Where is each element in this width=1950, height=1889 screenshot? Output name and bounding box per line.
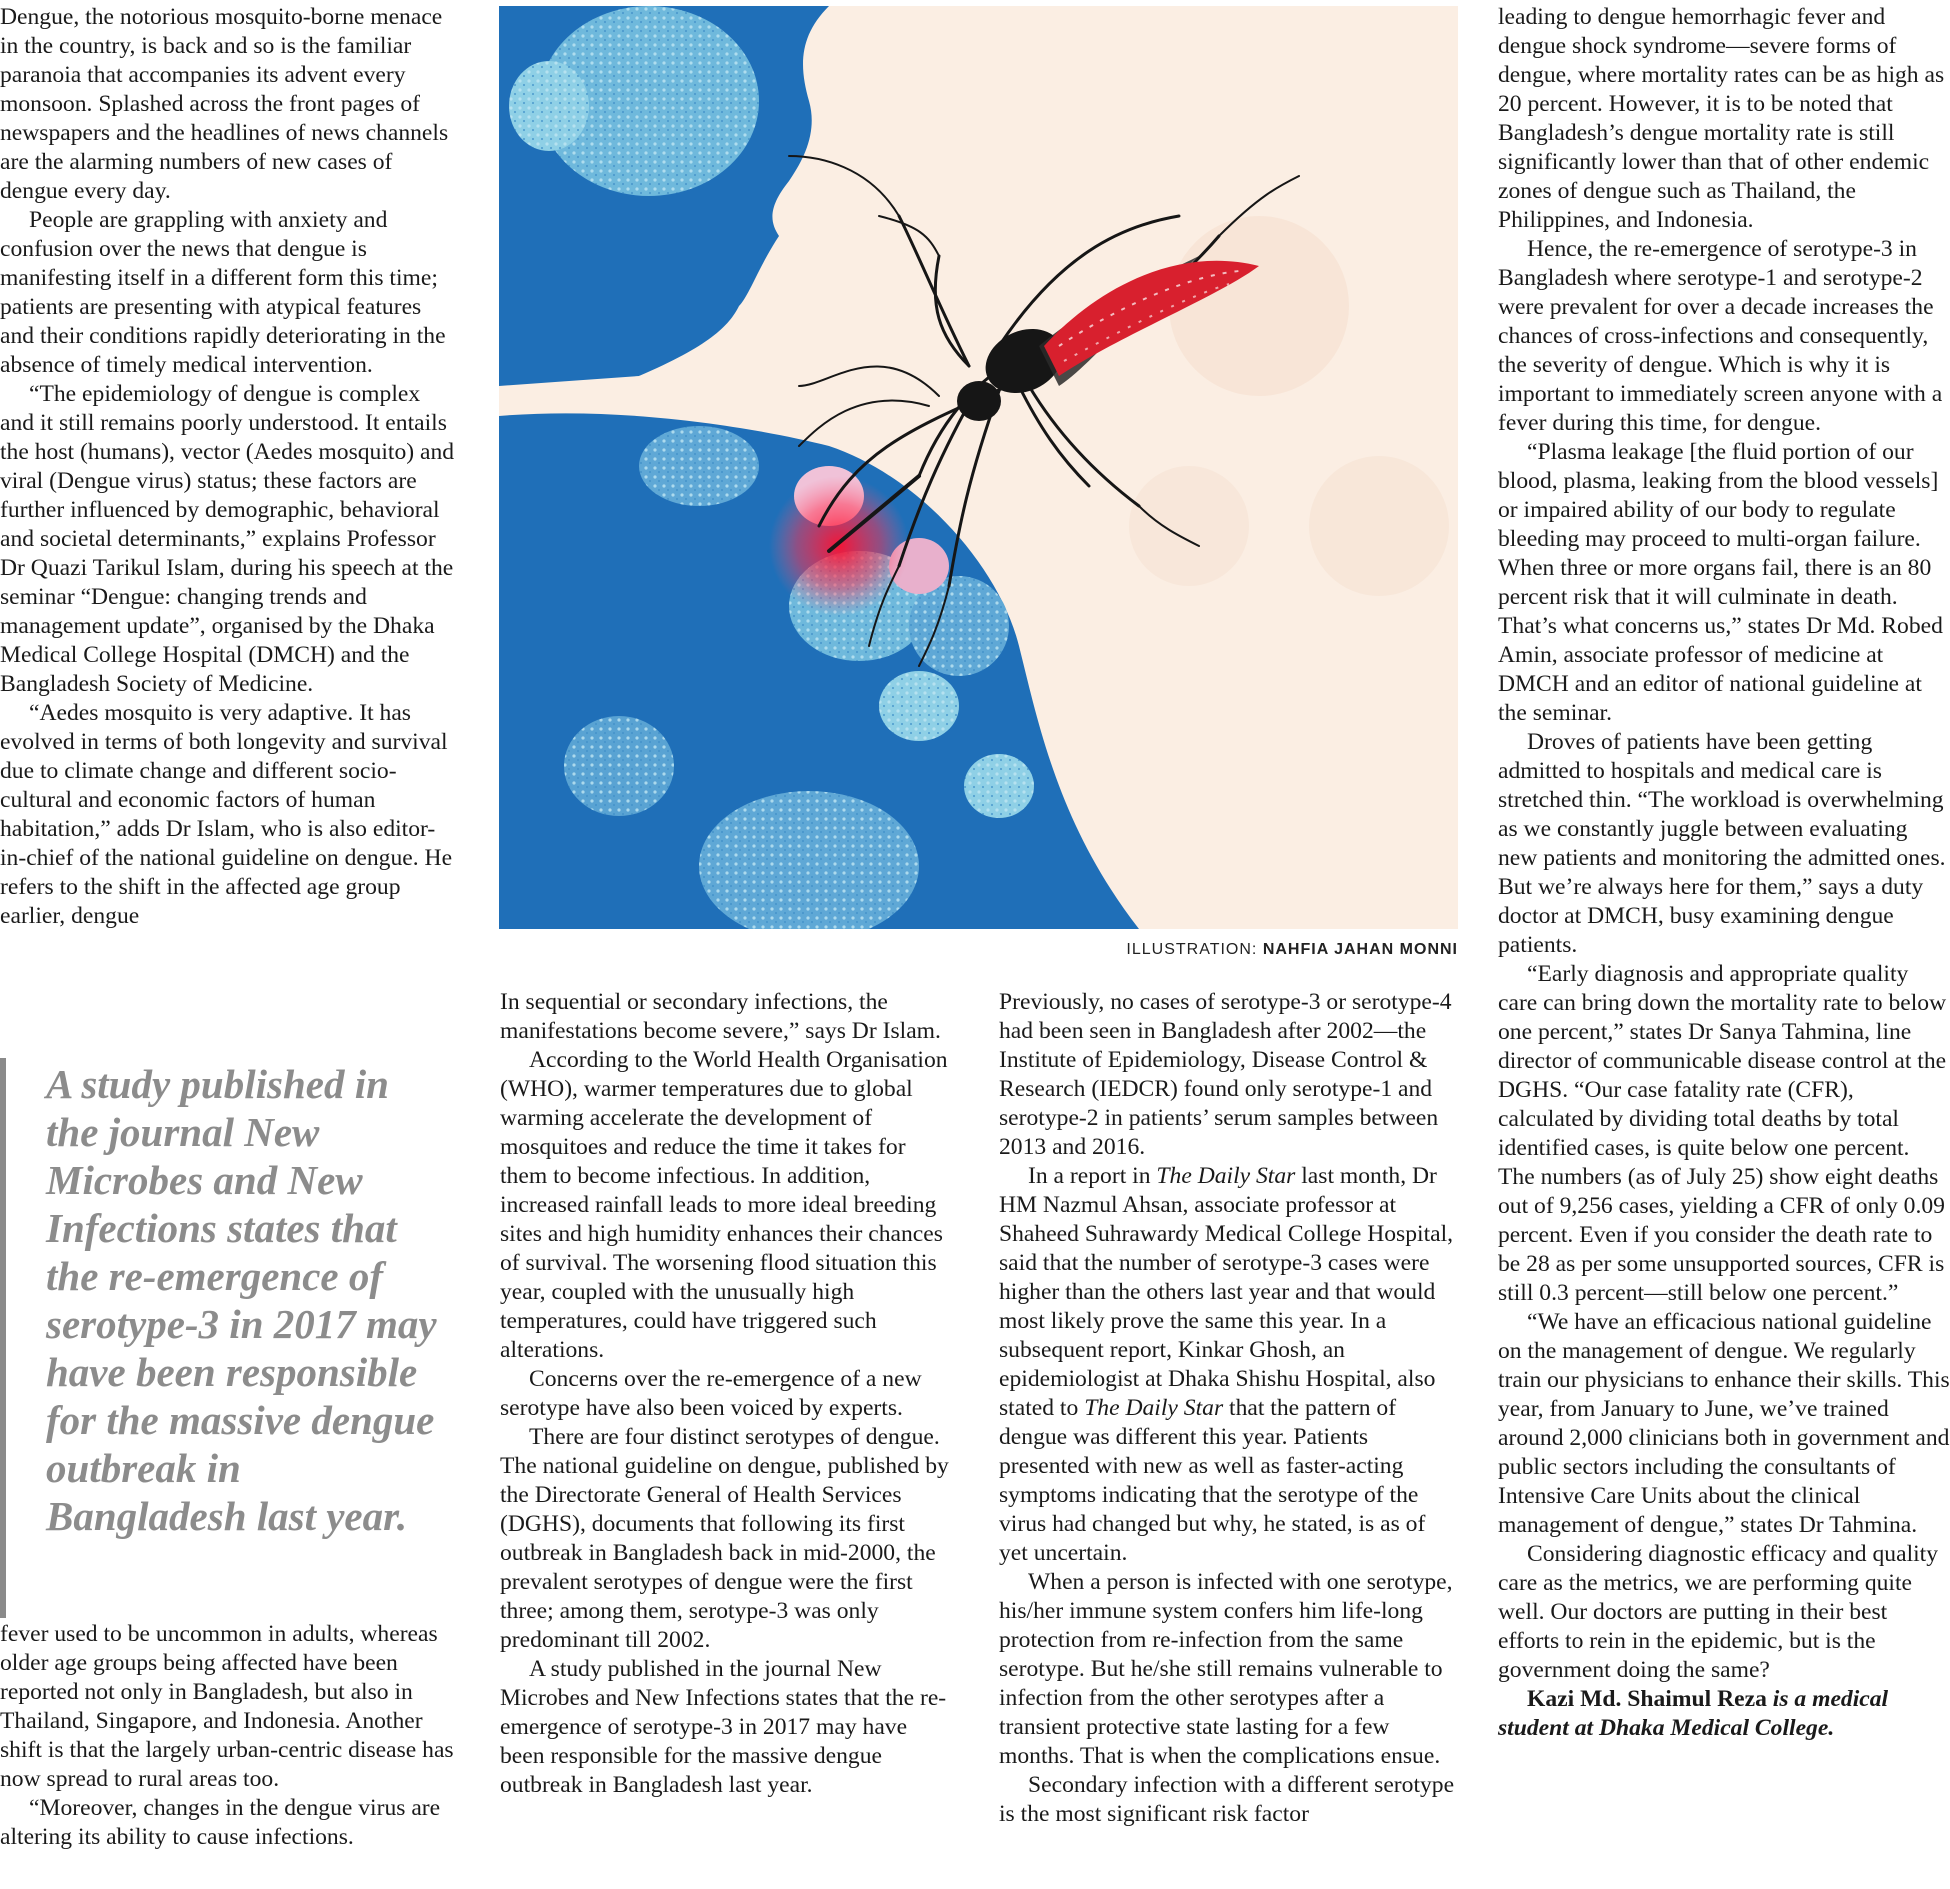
pull-quote-text: A study published in the journal New Microbes and New Infections states that the re-emergence of serotype-3 in 2017 may have been responsible for the massive dengue outbreak in Bangladesh last year. bbox=[46, 1061, 437, 1539]
credit-label: ILLUSTRATION: bbox=[1126, 941, 1263, 958]
article-paragraph: leading to dengue hemorrhagic fever and dengue shock syndrome—severe forms of dengue, where mortality rates can be as high as 20 percent. However, it is to be noted that Bangladesh’s dengue mortality rate is still significantly lower than that of other endemic zones of dengue such as Thailand, the Philippines, and Indonesia. bbox=[1498, 4, 1945, 233]
article-paragraph: Droves of patients have been getting admitted to hospitals and medical care is stretched thin. “The workload is overwhelming as we constantly juggle between evaluating new patients and monitoring the admitted ones. But we’re always here for them,” says a duty doctor at DMCH, busy examining dengue patients. bbox=[1498, 729, 1946, 958]
article-paragraph: A study published in the journal New Microbes and New Infections states that the re-emergence of serotype-3 in 2017 may have been responsible for the massive dengue outbreak in Bangladesh last year. bbox=[500, 1656, 947, 1798]
credit-name: NAHFIA JAHAN MONNI bbox=[1262, 941, 1458, 958]
article-column-1-top bbox=[0, 3, 460, 931]
article-paragraph: Secondary infection with a different serotype is the most significant risk factor bbox=[999, 1772, 1455, 1827]
article-paragraph: “Moreover, changes in the dengue virus are altering its ability to cause infections. bbox=[0, 1795, 441, 1850]
article-paragraph: There are four distinct serotypes of dengue. The national guideline on dengue, published by the Directorate General of Health Services (DGHS), documents that following its first outbreak in Bangladesh back in mid-2000, the prevalent serotypes of dengue were the first three; among them, serotype-3 was only predominant till 2002. bbox=[500, 1424, 949, 1653]
mosquito-bite-illustration-svg bbox=[499, 6, 1458, 929]
article-paragraph: Previously, no cases of serotype-3 or serotype-4 had been seen in Bangladesh after 2002—the Institute of Epidemiology, Disease Control & Research (IEDCR) found only serotype-1 and serotype-2 in patients’ serum samples between 2013 and 2016. bbox=[999, 989, 1452, 1160]
author-role: is a medical student at Dhaka Medical College. bbox=[1498, 1686, 1889, 1741]
article-paragraph: In a report in The Daily Star last month, Dr HM Nazmul Ahsan, associate professor at Shaheed Suhrawardy Medical College Hospital, said that the number of serotype-3 cases were higher than the others last year and that would most likely prove the same this year. In a subsequent report, Kinkar Ghosh, an epidemiologist at Dhaka Shishu Hospital, also stated to The Daily Star that the pattern of dengue was different this year. Patients presented with new as well as faster-acting symptoms indicating that the serotype of the virus had changed but why, he stated, is as of yet uncertain. bbox=[999, 1163, 1454, 1566]
article-paragraph: “Early diagnosis and appropriate quality care can bring down the mortality rate to below one percent,” states Dr Sanya Tahmina, line director of communicable disease control at the DGHS. “Our case fatality rate (CFR), calculated by dividing total deaths by total identified cases, is quite below one percent. The numbers (as of July 25) show eight deaths out of 9,256 cases, yielding a CFR of only 0.09 percent. Even if you consider the death rate to be 28 as per some unsupported sources, CFR is still 0.3 percent—still below one percent.” bbox=[1498, 961, 1947, 1306]
article-column-2 bbox=[500, 988, 956, 1800]
article-column-4 bbox=[1498, 3, 1950, 1743]
illustration-credit bbox=[499, 941, 1458, 959]
article-column-3 bbox=[999, 988, 1459, 1829]
article-paragraph: Considering diagnostic efficacy and quality care as the metrics, we are performing quite well. Our doctors are putting in their best efforts to rein in the epidemic, but is the government doing the same? bbox=[1498, 1541, 1939, 1683]
pull-quote bbox=[0, 1058, 440, 1618]
publication-name: The Daily Star bbox=[1156, 1163, 1296, 1189]
article-column-1-bottom bbox=[0, 1620, 460, 1852]
article-paragraph: “The epidemiology of dengue is complex and it still remains poorly understood. It entails the host (humans), vector (Aedes mosquito) and viral (Dengue virus) status; these factors are further influenced by demographic, behavioral and societal determinants,” explains Professor Dr Quazi Tarikul Islam, during his speech at the seminar “Dengue: changing trends and management update”, organised by the Dhaka Medical College Hospital (DMCH) and the Bangladesh Society of Medicine. bbox=[0, 381, 455, 697]
mosquito-illustration bbox=[499, 6, 1458, 929]
article-paragraph: “Aedes mosquito is very adaptive. It has evolved in terms of both longevity and survival due to climate change and different socio-cultural and economic factors of human habitation,” adds Dr Islam, who is also editor-in-chief of the national guideline on dengue. He refers to the shift in the affected age group earlier, dengue bbox=[0, 700, 453, 929]
article-paragraph: fever used to be uncommon in adults, whereas older age groups being affected have been reported not only in Bangladesh, but also in Thailand, Singapore, and Indonesia. Another shift is that the largely urban-centric disease has now spread to rural areas too. bbox=[0, 1621, 454, 1792]
article-paragraph: Hence, the re-emergence of serotype-3 in Bangladesh where serotype-1 and serotype-2 were prevalent for over a decade increases the chances of cross-infections and consequently, the severity of dengue. Which is why it is important to immediately screen anyone with a fever during this time, for dengue. bbox=[1498, 236, 1943, 436]
publication-name: The Daily Star bbox=[1084, 1395, 1224, 1421]
article-paragraph: “Plasma leakage [the fluid portion of our blood, plasma, leaking from the blood vessels] or impaired ability of our body to regulate bleeding may proceed to multi-organ failure. When three or more organs fail, there is an 80 percent risk that it will culminate in death. That’s what concerns us,” states Dr Md. Robed Amin, associate professor of medicine at DMCH and an editor of national guideline at the seminar. bbox=[1498, 439, 1943, 726]
article-paragraph: “We have an efficacious national guideline on the management of dengue. We regularly train our physicians to enhance their skills. This year, from January to June, we’ve trained around 2,000 clinicians both in government and public sectors including the consultants of Intensive Care Units about the clinical management of dengue,” states Dr Tahmina. bbox=[1498, 1309, 1950, 1538]
article-paragraph: When a person is infected with one serotype, his/her immune system confers him life-long protection from re-infection from the same serotype. But he/she still remains vulnerable to infection from the other serotypes after a transient protective state lasting for a few months. That is when the complications ensue. bbox=[999, 1569, 1453, 1769]
article-paragraph: Concerns over the re-emergence of a new serotype have also been voiced by experts. bbox=[500, 1366, 922, 1421]
article-paragraph: In sequential or secondary infections, the manifestations become severe,” says Dr Islam. bbox=[500, 989, 941, 1044]
article-paragraph: Dengue, the notorious mosquito-borne menace in the country, is back and so is the familiar paranoia that accompanies its advent every monsoon. Splashed across the front pages of newspapers and the headlines of news channels are the alarming numbers of new cases of dengue every day. bbox=[0, 4, 449, 204]
article-paragraph: According to the World Health Organisation (WHO), warmer temperatures due to global warming accelerate the development of mosquitoes and reduce the time it takes for them to become infectious. In addition, increased rainfall leads to more ideal breeding sites and high humidity enhances their chances of survival. The worsening flood situation this year, coupled with the unusually high temperatures, could have triggered such alterations. bbox=[500, 1047, 948, 1363]
author-name: Kazi Md. Shaimul Reza bbox=[1527, 1686, 1767, 1712]
article-paragraph: People are grappling with anxiety and confusion over the news that dengue is manifesting itself in a different form this time; patients are presenting with atypical features and their conditions rapidly deteriorating in the absence of timely medical intervention. bbox=[0, 207, 446, 378]
author-byline bbox=[1498, 1685, 1950, 1743]
